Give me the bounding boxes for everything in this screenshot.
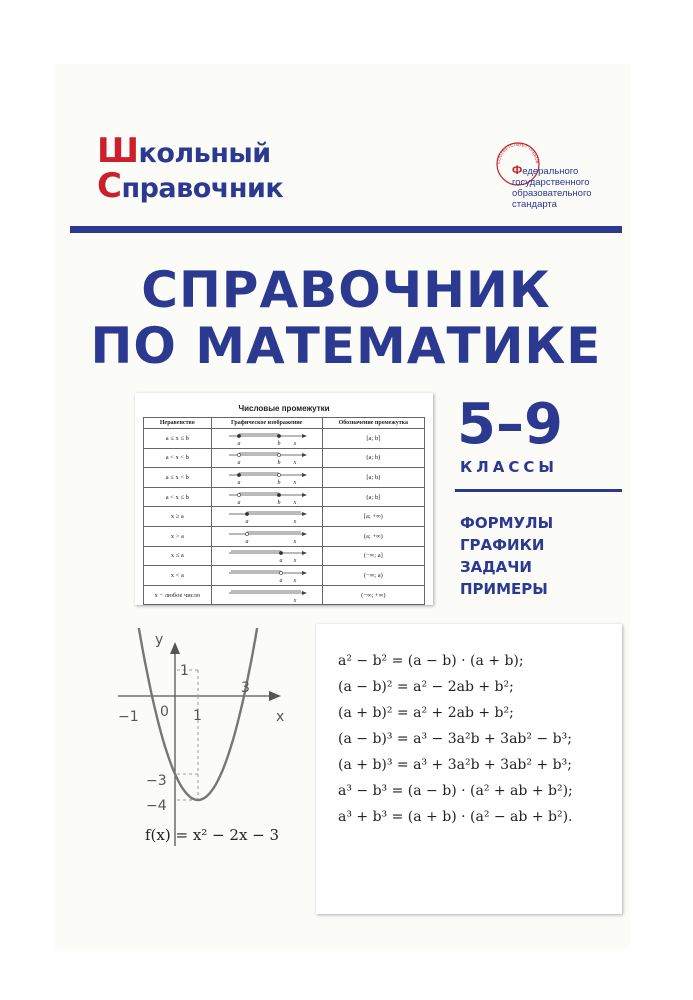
number-line-label: x (293, 538, 296, 545)
table-row (144, 448, 425, 468)
inequality-cell: a ≤ x ≤ b (144, 429, 212, 449)
inequality-cell: x ≥ a (144, 507, 212, 527)
x-label-three: 3 (241, 680, 250, 696)
number-line-label: x (293, 577, 296, 584)
table-row (144, 429, 425, 449)
features-list (460, 512, 553, 600)
notation-cell: [a; b) (322, 468, 424, 488)
number-line-label: a (237, 460, 241, 467)
series-text-2: правочник (121, 173, 284, 204)
number-line-icon (225, 587, 309, 604)
graphic-cell (211, 585, 322, 605)
table-header: Обозначение промежутка (322, 418, 424, 429)
y-axis-label: y (155, 632, 164, 648)
feature-item: ПРИМЕРЫ (460, 580, 548, 598)
number-line-icon (225, 489, 309, 506)
graphic-cell (211, 566, 322, 586)
number-line-label: x (293, 440, 296, 447)
notation-cell: (a; b] (322, 487, 424, 507)
number-line-label: a (237, 499, 241, 506)
fgos-caption (512, 165, 592, 210)
title-line-1: СПРАВОЧНИК (141, 261, 551, 319)
origin-label: 0 (160, 704, 169, 720)
series-text-1: кольный (138, 138, 271, 169)
series-cap-2: С (97, 166, 122, 206)
table-row (144, 468, 425, 488)
inequality-cell: x < a (144, 566, 212, 586)
number-line-label: x (293, 597, 296, 604)
number-line-label: x (293, 499, 296, 506)
number-line-icon (225, 508, 309, 525)
number-line-label: x (293, 558, 296, 565)
seal-ring-text: СООТВЕТСТВУЕТ ТРЕБОВ (495, 141, 541, 165)
function-formula: f(x) = x² − 2x − 3 (145, 826, 280, 844)
inequality-cell: x − любое число (144, 585, 212, 605)
table-row (144, 487, 425, 507)
number-line-icon (225, 430, 309, 447)
x-label-one: 1 (193, 708, 202, 724)
notation-cell: (−∞; a] (322, 546, 424, 566)
table-header: Графическое изображение (211, 418, 322, 429)
number-line-label: a (279, 558, 283, 565)
notation-cell: (−∞; a) (322, 566, 424, 586)
number-line-label: b (277, 440, 281, 447)
grade-range: 5–9 (457, 392, 563, 457)
graphic-cell (211, 487, 322, 507)
feature-item: ГРАФИКИ (460, 536, 545, 554)
table-row (144, 566, 425, 586)
book-title (70, 262, 622, 374)
fgos-line3: образовательного (512, 188, 592, 199)
number-line-label: b (277, 499, 281, 506)
series-logo (97, 131, 284, 206)
formulas-list (338, 648, 573, 830)
number-line-label: a (237, 479, 241, 486)
graphic-cell (211, 507, 322, 527)
fgos-line2: государственного (512, 177, 590, 188)
feature-item: ЗАДАЧИ (460, 558, 532, 576)
number-line-label: x (293, 479, 296, 486)
fgos-line1: едерального (522, 166, 579, 177)
table-row (144, 585, 425, 605)
number-line-label: a (237, 440, 241, 447)
graphic-cell (211, 468, 322, 488)
series-cap-1: Ш (97, 131, 139, 171)
notation-cell: (−∞; +∞) (322, 585, 424, 605)
y-axis-arrow-icon (170, 642, 180, 654)
inequality-cell: a ≤ x < b (144, 468, 212, 488)
notation-cell: [a; b] (322, 429, 424, 449)
notation-cell: [a; +∞) (322, 507, 424, 527)
number-line-icon (225, 528, 309, 545)
graphic-cell (211, 429, 322, 449)
number-line-icon (225, 567, 309, 584)
inequality-cell: x > a (144, 526, 212, 546)
svg-text:СООТВЕТСТВУЕТ ТРЕБОВАНИЯМ (494, 138, 540, 164)
fgos-big-letter: Ф (512, 163, 523, 177)
number-line-icon (225, 469, 309, 486)
formula-item: (a + b)³ = a³ + 3a²b + 3ab² + b³; (338, 757, 572, 773)
top-divider (70, 226, 622, 233)
graphic-cell (211, 546, 322, 566)
inequality-cell: x ≤ a (144, 546, 212, 566)
number-line-icon (225, 547, 309, 564)
formula-item: (a − b)³ = a³ − 3a²b + 3ab² − b³; (338, 731, 572, 747)
number-line-label: a (279, 577, 283, 584)
fgos-line4: стандарта (512, 199, 557, 210)
formula-item: a³ − b³ = (a − b) · (a² + ab + b²); (338, 783, 573, 799)
intervals-table (143, 417, 425, 605)
x-axis-label: x (276, 709, 285, 725)
number-line-label: x (293, 519, 296, 526)
number-line-label: b (277, 460, 281, 467)
intervals-table-card (135, 393, 433, 605)
intervals-table-title: Числовые промежутки (238, 404, 330, 413)
table-header: Неравенство (144, 418, 212, 429)
formula-item: a² − b² = (a − b) · (a + b); (338, 653, 524, 669)
graphic-cell (211, 526, 322, 546)
number-line-label: a (245, 538, 249, 545)
y-label-minus-three: −3 (146, 773, 167, 789)
parabola-graph (108, 628, 308, 858)
inequality-cell: a < x < b (144, 448, 212, 468)
grade-divider (455, 489, 622, 492)
x-label-minus-one: −1 (118, 709, 139, 725)
feature-item: ФОРМУЛЫ (460, 514, 554, 532)
notation-cell: (a; +∞) (322, 526, 424, 546)
x-axis-arrow-icon (269, 691, 281, 701)
number-line-label: a (245, 519, 249, 526)
y-label-minus-four: −4 (146, 798, 167, 814)
grade-label: КЛАССЫ (460, 458, 558, 476)
formula-item: (a + b)² = a² + 2ab + b²; (338, 705, 514, 721)
graphic-cell (211, 448, 322, 468)
inequality-cell: a < x ≤ b (144, 487, 212, 507)
formula-item: a³ + b³ = (a + b) · (a² − ab + b²). (338, 809, 573, 825)
table-row (144, 526, 425, 546)
number-line-icon (225, 449, 309, 466)
formula-item: (a − b)² = a² − 2ab + b²; (338, 679, 514, 695)
table-row (144, 507, 425, 527)
y-label-one: 1 (180, 663, 189, 679)
title-line-2: ПО МАТЕМАТИКЕ (90, 317, 602, 375)
table-row (144, 546, 425, 566)
number-line-label: b (277, 479, 281, 486)
notation-cell: (a; b) (322, 448, 424, 468)
number-line-label: x (293, 460, 296, 467)
